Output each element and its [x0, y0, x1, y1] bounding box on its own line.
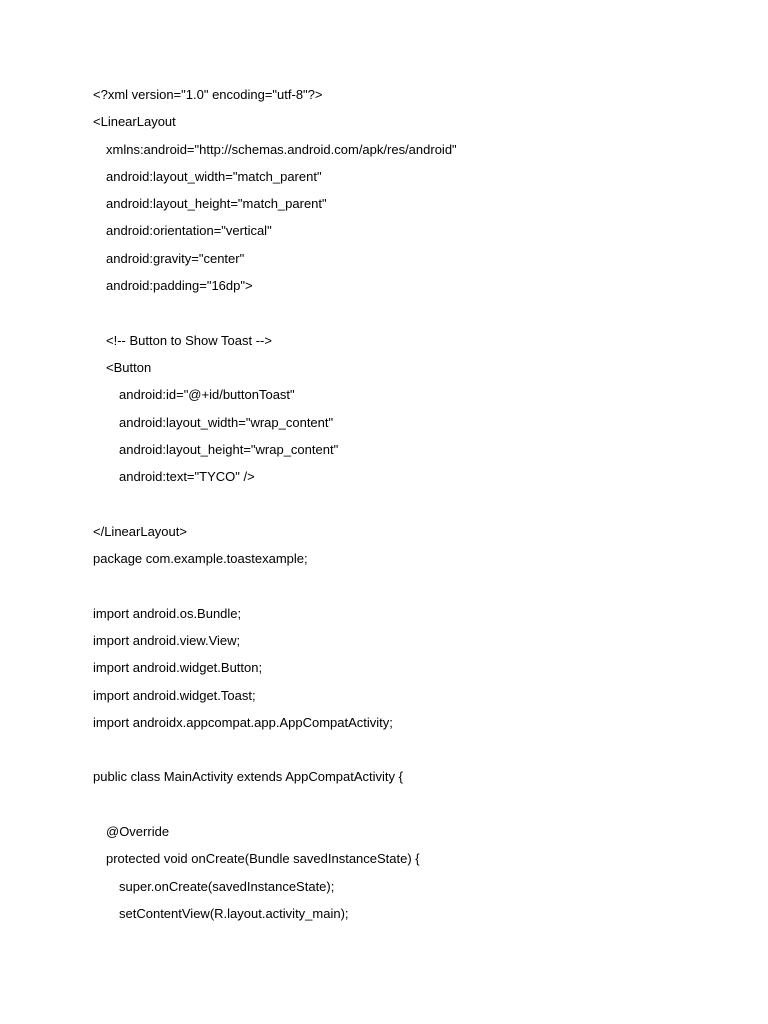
code-line: @Override: [106, 824, 170, 840]
code-line: <?xml version="1.0" encoding="utf-8"?>: [93, 87, 323, 102]
code-line: android:layout_height="match_parent": [106, 196, 327, 212]
code-line: android:layout_width="wrap_content": [119, 414, 334, 430]
code-line: android:orientation="vertical": [106, 223, 272, 239]
code-line: android:padding="16dp">: [106, 278, 253, 294]
code-line: xmlns:android="http://schemas.android.com/apk/res/android": [106, 141, 457, 157]
code-line: protected void onCreate(Bundle savedInstanceState) {: [106, 851, 420, 867]
blank-line: [93, 304, 733, 331]
code-listing: [93, 86, 733, 932]
code-line: android:text="TYCO" />: [119, 469, 255, 485]
code-line: import android.widget.Button;: [93, 660, 263, 676]
blank-line: [93, 495, 733, 522]
code-line: super.onCreate(savedInstanceState);: [119, 878, 335, 894]
code-line: package com.example.toastexample;: [93, 551, 308, 567]
code-line: android:layout_height="wrap_content": [119, 441, 339, 457]
code-line: import android.view.View;: [93, 632, 241, 648]
code-line: android:id="@+id/buttonToast": [119, 387, 295, 403]
code-line: android:layout_width="match_parent": [106, 168, 322, 184]
code-line: import android.os.Bundle;: [93, 605, 242, 621]
blank-line: [93, 577, 733, 604]
code-line: import android.widget.Toast;: [93, 687, 256, 703]
code-line: </LinearLayout>: [93, 523, 187, 539]
code-comment-line: <!-- Button to Show Toast -->: [106, 332, 272, 348]
blank-line: [93, 796, 733, 823]
code-line: public class MainActivity extends AppCompatActivity {: [93, 769, 403, 785]
code-line: setContentView(R.layout.activity_main);: [119, 905, 349, 921]
blank-line: [93, 741, 733, 768]
code-line: android:gravity="center": [106, 250, 245, 266]
code-line: <Button: [106, 359, 152, 375]
code-line: <LinearLayout: [93, 114, 176, 130]
code-line: import androidx.appcompat.app.AppCompatActivity;: [93, 714, 393, 730]
